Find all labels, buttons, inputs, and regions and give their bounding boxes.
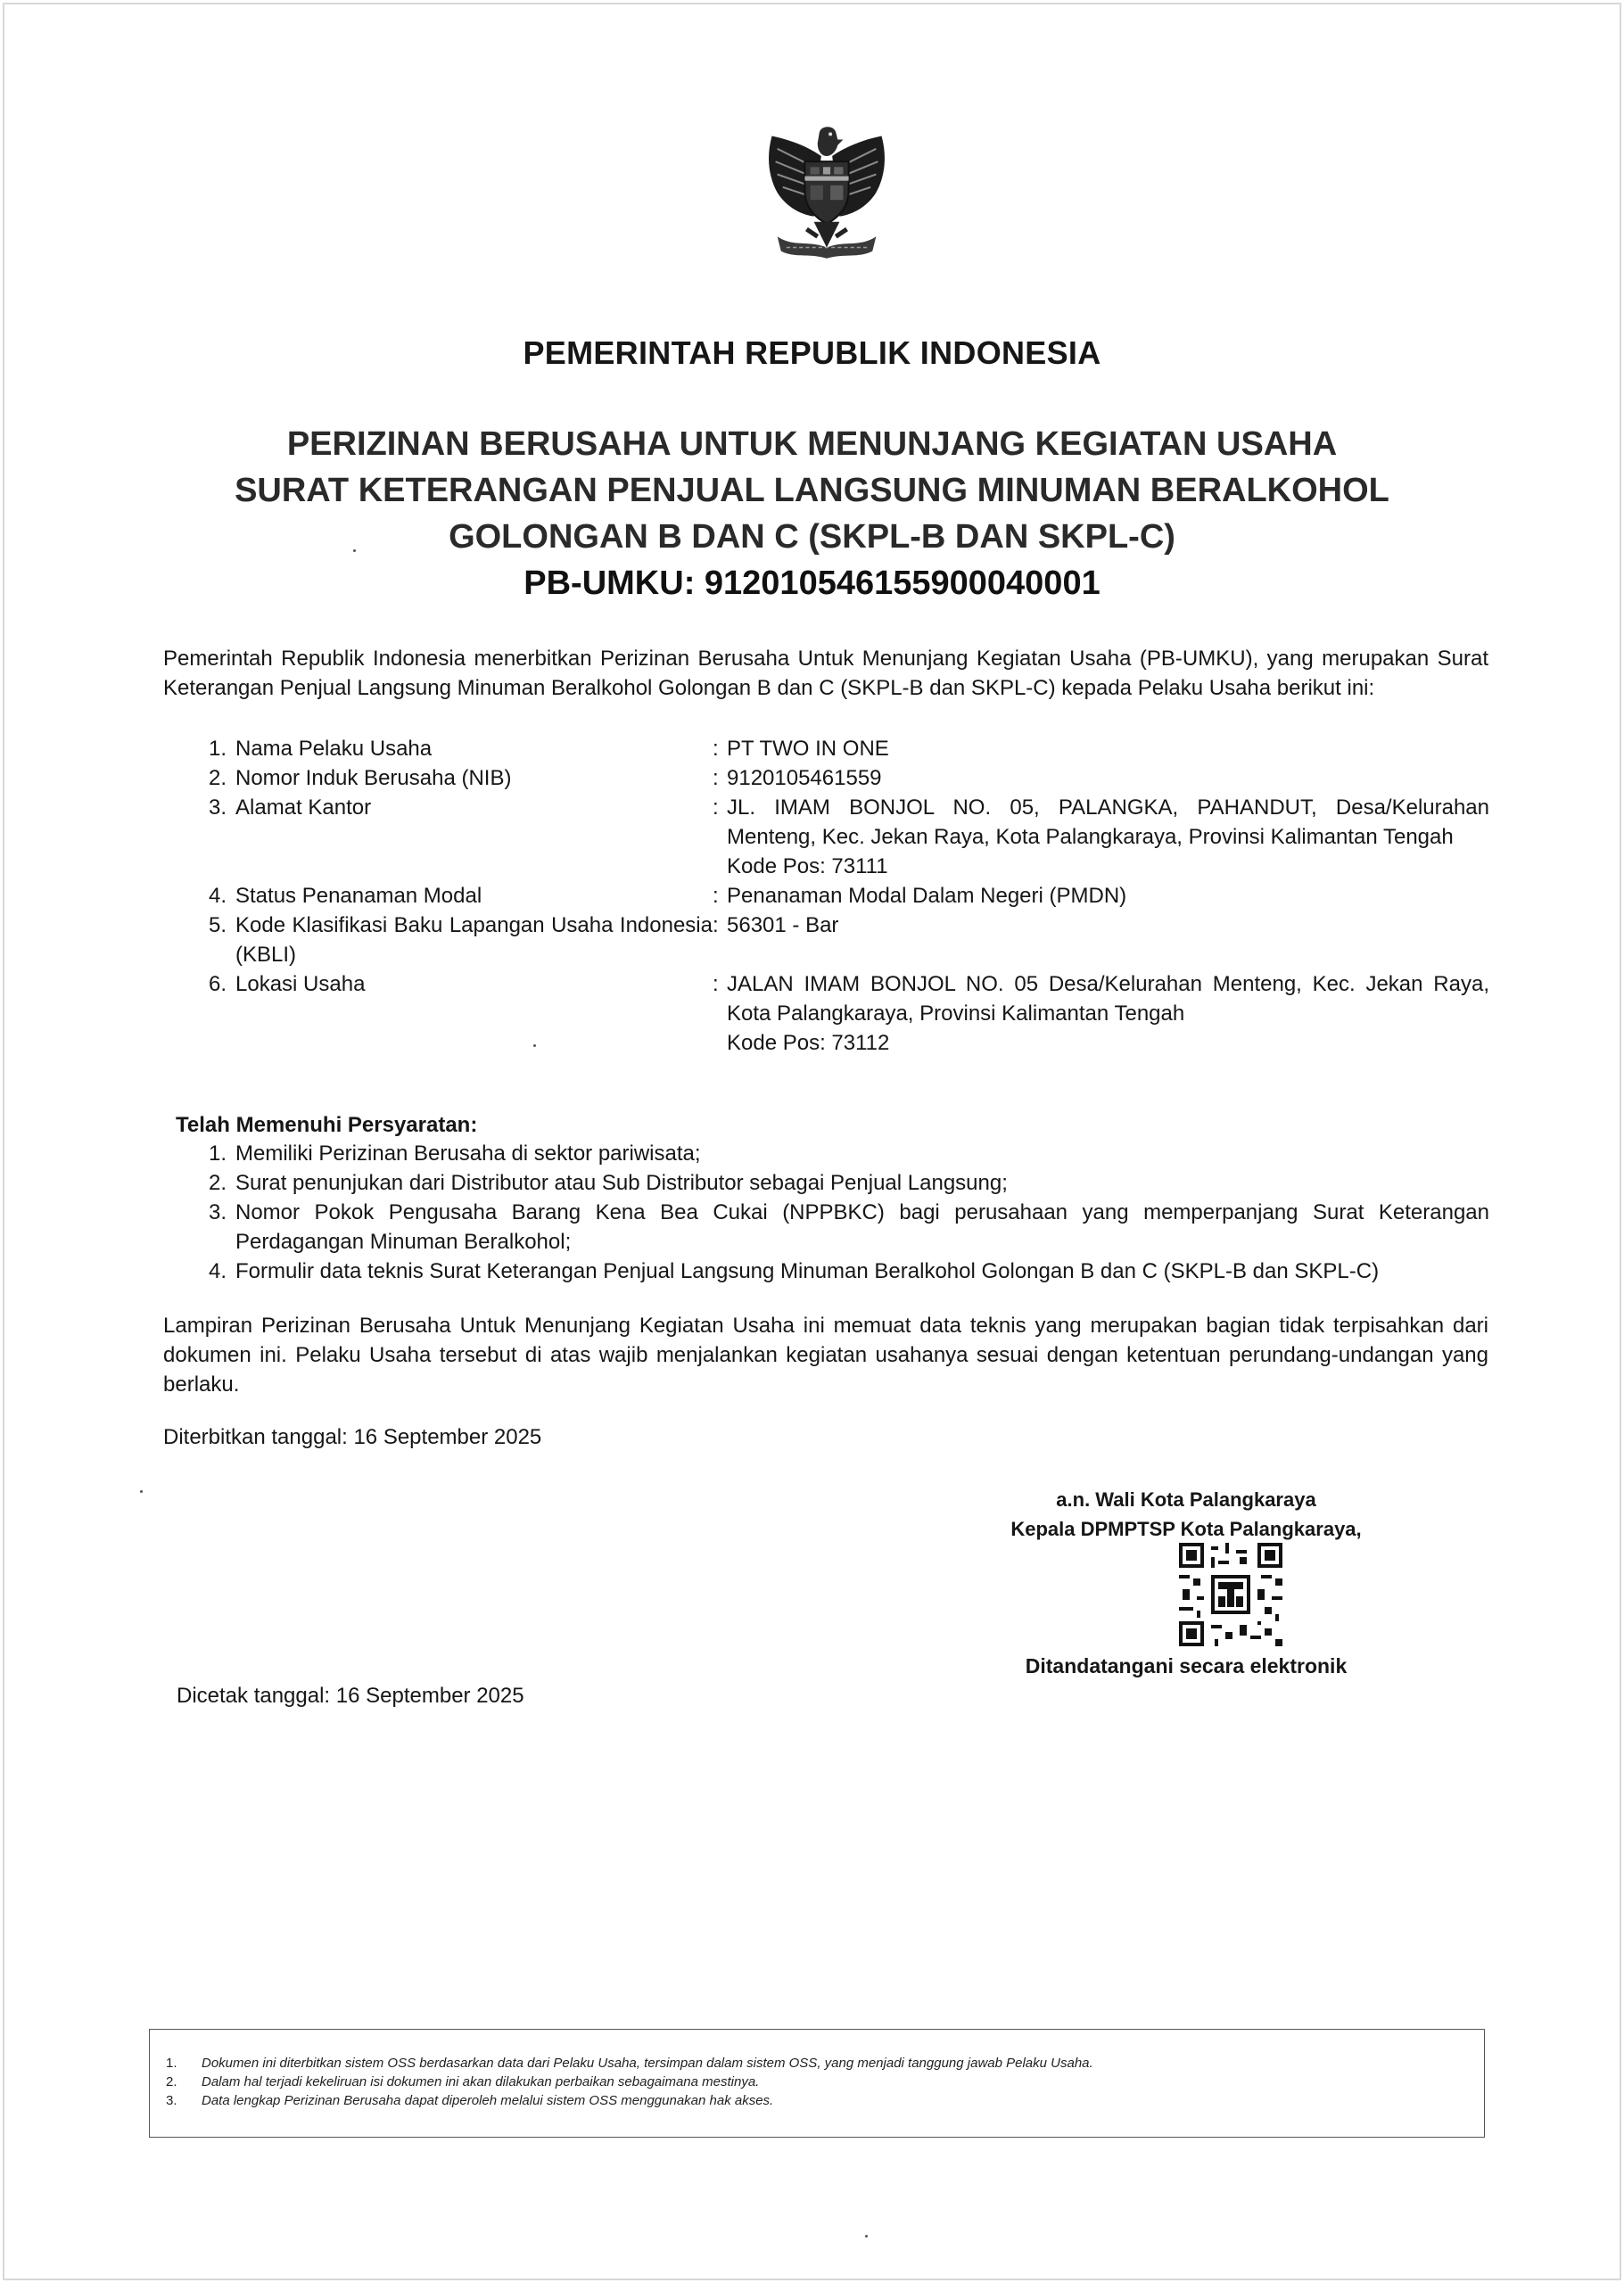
info-value-line: JL. IMAM BONJOL NO. 05, PALANGKA, PAHANDUT, Desa/Kelurahan Menteng, Kec. Jekan Raya, Kota Palangkaraya, Provinsi Kalimantan Tengah: [727, 795, 1489, 849]
business-info-table: [187, 734, 1489, 1058]
requirement-item: [187, 1168, 1489, 1198]
electronic-signature-note: Ditandatangani secara elektronik: [1025, 1654, 1348, 1677]
footnote-item: [166, 2054, 1468, 2073]
info-row-kbli: [187, 911, 1489, 969]
government-title: PEMERINTAH REPUBLIK INDONESIA: [523, 334, 1101, 371]
signatory-block: [963, 1485, 1409, 1544]
document-title-line: PERIZINAN BERUSAHA UNTUK MENUNJANG KEGIATAN USAHA: [286, 425, 1338, 463]
signatory-line: a.n. Wali Kota Palangkaraya: [1056, 1488, 1316, 1511]
info-value-line: Kode Pos: 73111: [727, 854, 888, 878]
info-value: [727, 911, 1489, 940]
info-value-line: PT TWO IN ONE: [727, 737, 889, 761]
requirement-number: 1.: [208, 1142, 227, 1166]
info-row-nib: [187, 763, 1489, 793]
requirements-title: Telah Memenuhi Persyaratan:: [176, 1113, 478, 1137]
info-value: [727, 793, 1489, 881]
garuda-emblem-icon: [754, 120, 900, 266]
requirement-number: 4.: [208, 1259, 227, 1283]
info-row-business-name: [187, 734, 1489, 763]
footnote-text: Dokumen ini diterbitkan sistem OSS berdasarkan data dari Pelaku Usaha, tersimpan dalam sistem OSS, yang menjadi tanggung jawab Pelaku Usaha.: [202, 2056, 1093, 2071]
info-colon: :: [713, 737, 719, 761]
footnote-item: [166, 2091, 1468, 2110]
info-label: Nama Pelaku Usaha: [235, 737, 433, 761]
info-label: Lokasi Usaha: [235, 972, 366, 996]
info-colon: :: [713, 884, 719, 908]
requirement-item: [187, 1198, 1489, 1257]
document-title-block: [0, 421, 1624, 606]
requirement-text: Nomor Pokok Pengusaha Barang Kena Bea Cukai (NPPBKC) bagi perusahaan yang memperpanjang Surat Keterangan Perdagangan Minuman Beralkohol;: [235, 1200, 1489, 1254]
footnote-list: [166, 2054, 1468, 2110]
info-colon: :: [713, 972, 719, 996]
info-value-line: 56301 - Bar: [727, 913, 839, 937]
info-number: 6.: [208, 972, 227, 996]
info-row-business-location: [187, 969, 1489, 1058]
footnote-text: Dalam hal terjadi kekeliruan isi dokumen ini akan dilakukan perbaikan sebagaimana mestinya.: [202, 2074, 760, 2089]
footnote-number: 3.: [166, 2093, 177, 2108]
signatory-title: Kepala DPMPTSP Kota Palangkaraya,: [1010, 1518, 1362, 1540]
info-value: [727, 969, 1489, 1058]
printed-date: Dicetak tanggal: 16 September 2025: [177, 1684, 524, 1708]
info-label: Nomor Induk Berusaha (NIB): [235, 766, 512, 790]
requirement-number: 2.: [208, 1171, 227, 1195]
info-value: [727, 881, 1489, 911]
info-value: [727, 763, 1489, 793]
info-row-office-address: [187, 793, 1489, 881]
closing-paragraph: Lampiran Perizinan Berusaha Untuk Menunjang Kegiatan Usaha ini memuat data teknis yang merupakan bagian tidak terpisahkan dari dokumen ini. Pelaku Usaha tersebut di atas wajib menjalankan kegiatan usahanya sesuai dengan ketentuan perundang-undangan yang berlaku.: [163, 1314, 1488, 1397]
requirements-list: [187, 1139, 1489, 1286]
info-number: 1.: [208, 737, 227, 761]
info-number: 2.: [208, 766, 227, 790]
info-label: Alamat Kantor: [235, 795, 372, 820]
scan-speck: [140, 1490, 143, 1493]
info-colon: :: [713, 913, 719, 937]
issued-date: Diterbitkan tanggal: 16 September 2025: [163, 1425, 542, 1449]
footnote-box: [149, 2029, 1485, 2138]
intro-paragraph: Pemerintah Republik Indonesia menerbitkan Perizinan Berusaha Untuk Menunjang Kegiatan Usaha (PB-UMKU), yang merupakan Surat Keterangan Penjual Langsung Minuman Beralkohol Golongan B dan C (SKPL-B dan SKPL-C) kepada Pelaku Usaha berikut ini:: [163, 647, 1488, 700]
info-value-line: 9120105461559: [727, 766, 882, 790]
requirement-number: 3.: [208, 1200, 227, 1224]
footnote-item: [166, 2073, 1468, 2091]
footnote-number: 2.: [166, 2074, 177, 2089]
qr-code-icon: [1179, 1543, 1282, 1646]
scan-speck: [533, 1044, 536, 1047]
requirement-text: Memiliki Perizinan Berusaha di sektor pariwisata;: [235, 1142, 701, 1166]
scan-speck: [353, 549, 356, 552]
info-number: 3.: [208, 795, 227, 820]
info-row-investment-status: [187, 881, 1489, 911]
info-value: [727, 734, 1489, 763]
info-label: Status Penanaman Modal: [235, 884, 482, 908]
requirement-item: [187, 1257, 1489, 1286]
info-colon: :: [713, 766, 719, 790]
footnote-text: Data lengkap Perizinan Berusaha dapat diperoleh melalui sistem OSS menggunakan hak akses.: [202, 2093, 774, 2108]
info-colon: :: [713, 795, 719, 820]
info-value-line: JALAN IMAM BONJOL NO. 05 Desa/Kelurahan Menteng, Kec. Jekan Raya, Kota Palangkaraya, Provinsi Kalimantan Tengah: [727, 972, 1489, 1026]
footnote-number: 1.: [166, 2056, 177, 2071]
info-value-line: Kode Pos: 73112: [727, 1031, 890, 1055]
info-number: 5.: [208, 913, 227, 937]
info-value-line: Penanaman Modal Dalam Negeri (PMDN): [727, 884, 1127, 908]
info-number: 4.: [208, 884, 227, 908]
info-label: Kode Klasifikasi Baku Lapangan Usaha Indonesia (KBLI): [235, 913, 713, 967]
document-title-line: SURAT KETERANGAN PENJUAL LANGSUNG MINUMAN BERALKOHOL: [235, 472, 1389, 509]
pb-umku-number: PB-UMKU: 912010546155900040001: [523, 565, 1101, 602]
document-title-line: GOLONGAN B DAN C (SKPL-B DAN SKPL-C): [449, 518, 1175, 556]
scan-speck: [865, 2235, 868, 2238]
requirement-text: Surat penunjukan dari Distributor atau Sub Distributor sebagai Penjual Langsung;: [235, 1171, 1008, 1195]
requirement-item: [187, 1139, 1489, 1168]
requirement-text: Formulir data teknis Surat Keterangan Penjual Langsung Minuman Beralkohol Golongan B dan C (SKPL-B dan SKPL-C): [235, 1259, 1380, 1283]
